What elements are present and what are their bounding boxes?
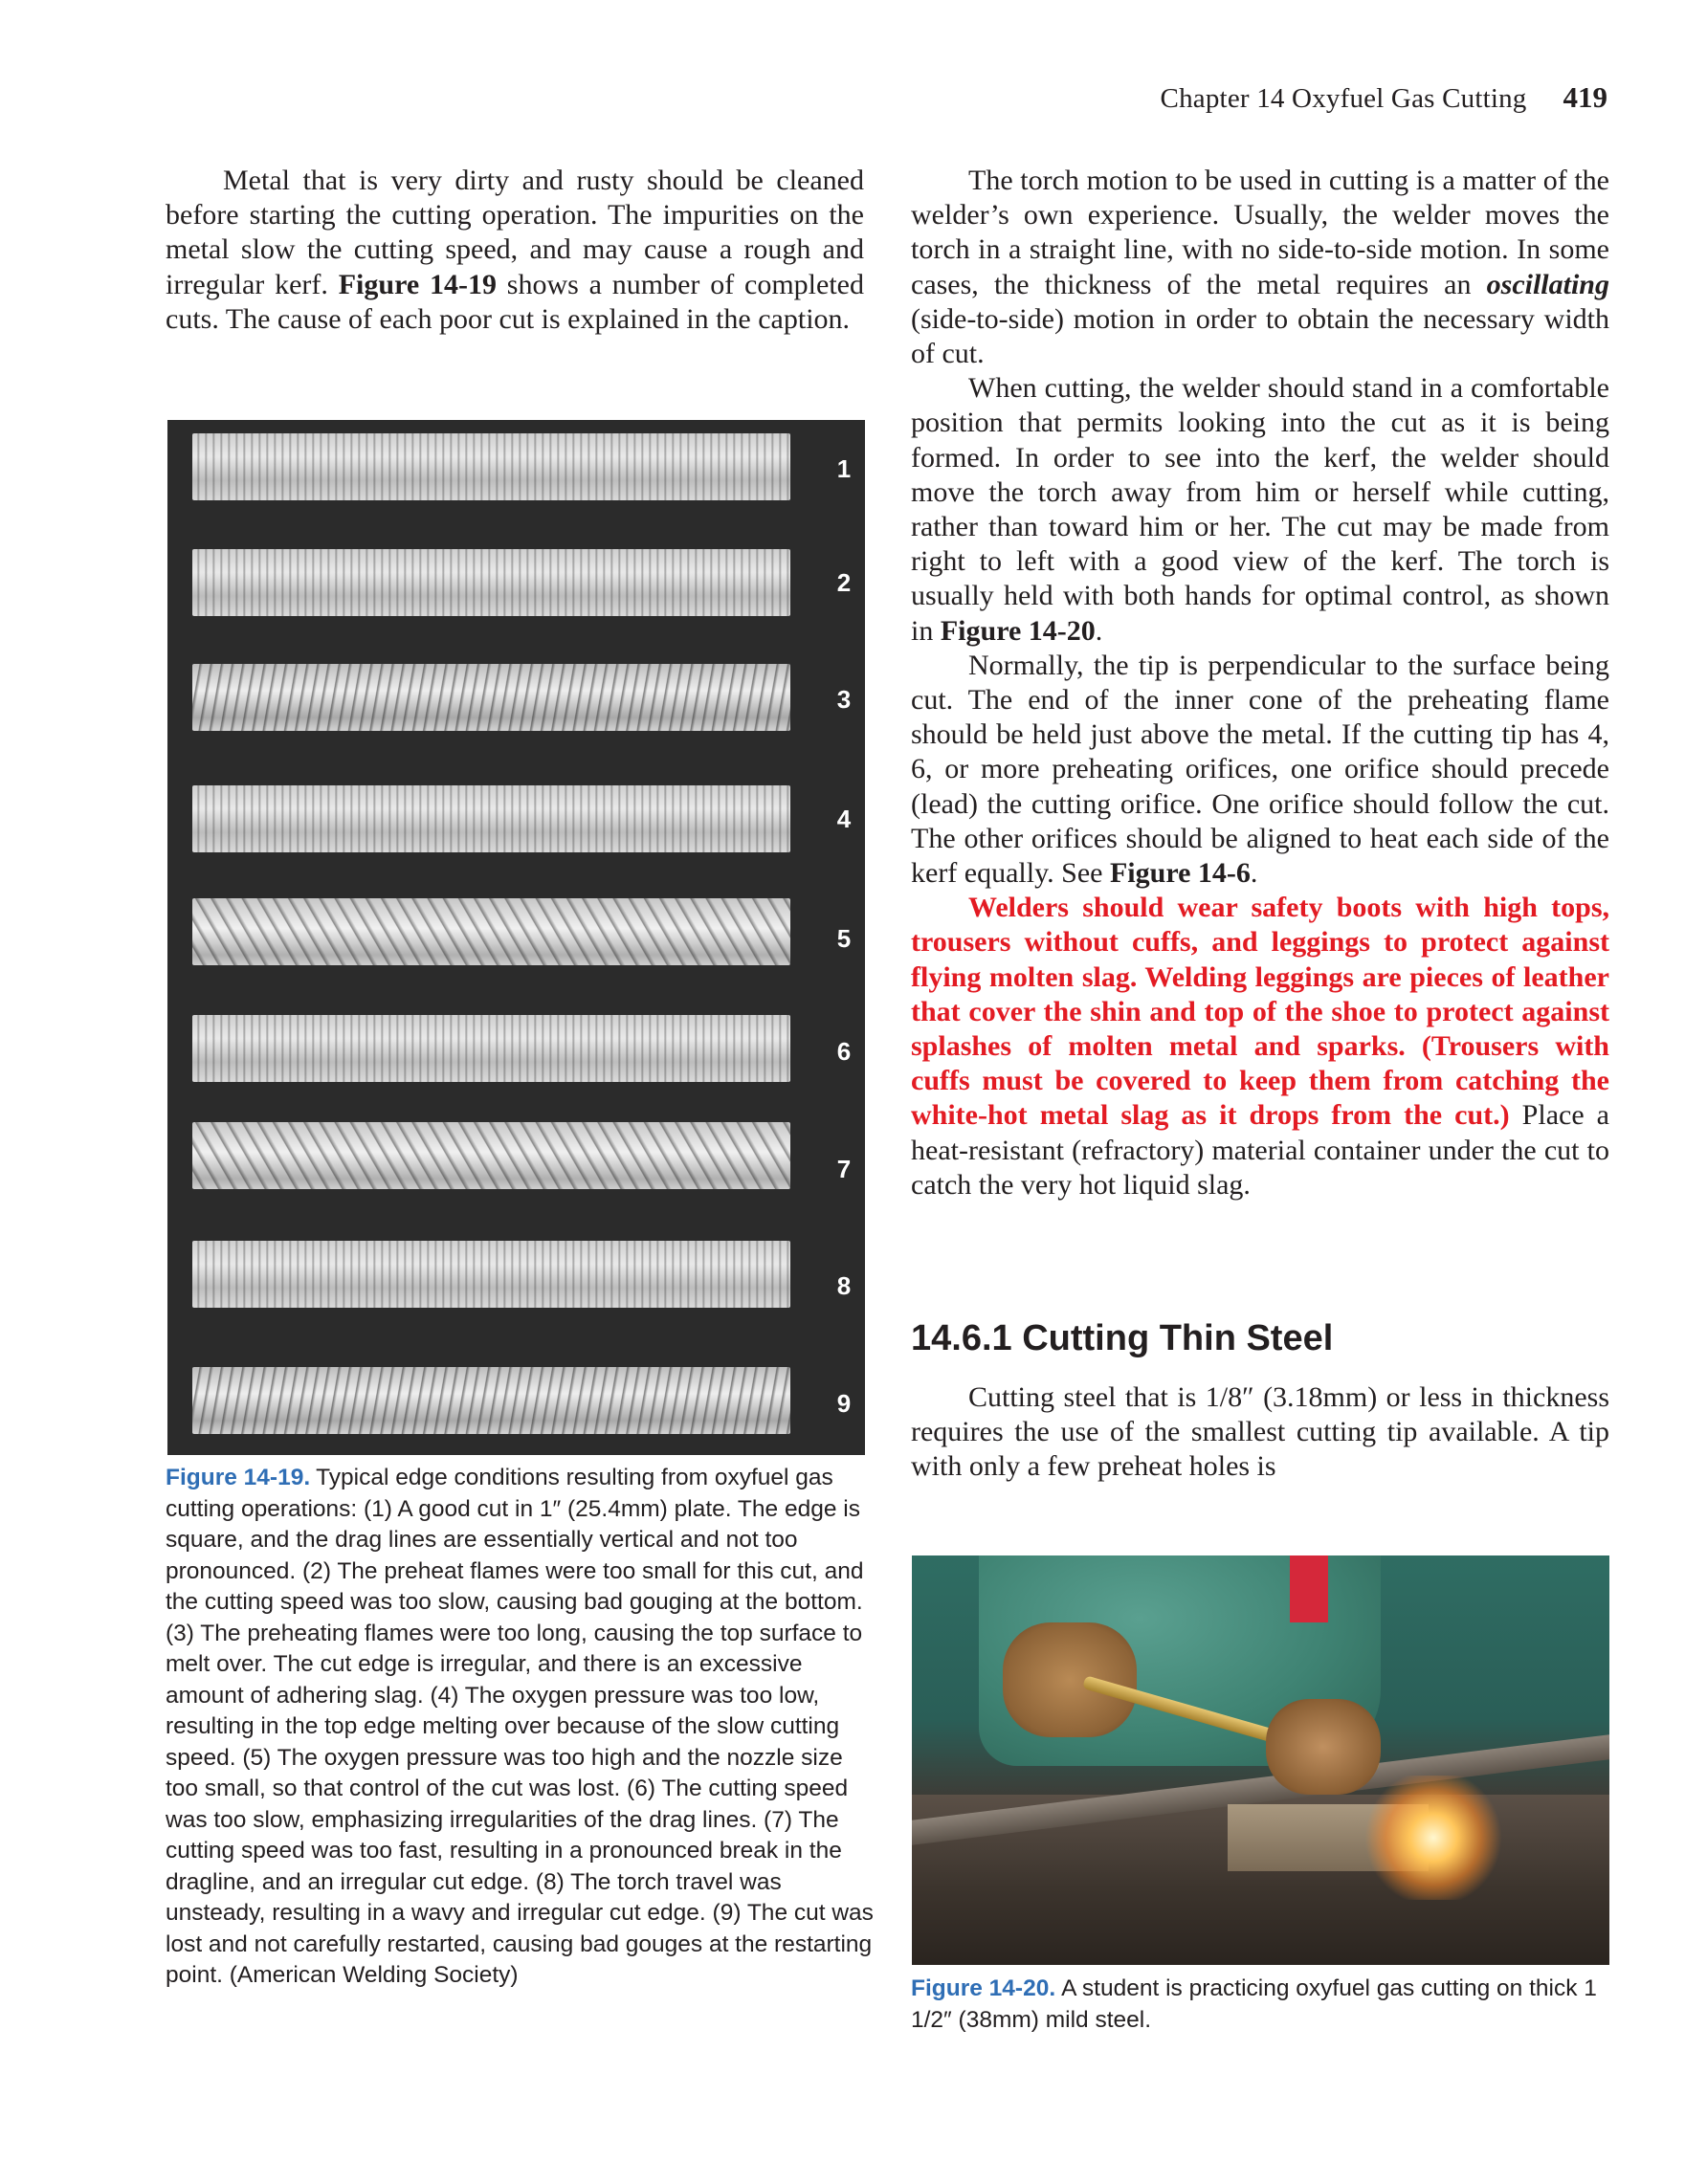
cut-sample-strip [192, 898, 790, 965]
strip-number: 6 [836, 1037, 852, 1066]
figure-14-20-photo [912, 1555, 1609, 1965]
caption-text: A student is practicing oxyfuel gas cutting on thick 1 1/2″ (38mm) mild steel. [911, 1975, 1597, 2033]
figure-reference: Figure 14-19 [338, 268, 497, 300]
strip-number: 7 [836, 1155, 852, 1183]
figure-14-19-photo [167, 420, 865, 1455]
text-run: shows a number of completed cuts. The cause of each poor cut is explained in the caption. [166, 268, 864, 335]
left-column [166, 164, 864, 337]
strip-number: 1 [836, 454, 852, 483]
strip-number: 5 [836, 924, 852, 953]
paragraph-stance [911, 371, 1609, 649]
text-run: Metal that is very dirty and rusty should be cleaned before starting the cutting operation. The impurities on the metal slow the cutting speed, and may cause a rough and irregular kerf. [166, 165, 864, 300]
cut-sample-strip [192, 1241, 790, 1308]
chapter-title: Chapter 14 Oxyfuel Gas Cutting [1160, 83, 1527, 114]
section-heading: 14.6.1 Cutting Thin Steel [911, 1318, 1334, 1358]
emphasis-term: oscillating [1486, 268, 1609, 300]
strip-number: 8 [836, 1271, 852, 1300]
cut-sample-strip [192, 433, 790, 500]
figure-14-19-caption [166, 1463, 874, 1992]
paragraph-torch-motion [911, 164, 1609, 371]
welding-glove-left [1003, 1622, 1137, 1737]
right-column-continued [911, 1380, 1609, 1485]
figure-reference: Figure 14-6 [1109, 857, 1251, 890]
cut-sample-strip [192, 1015, 790, 1082]
text-run: When cutting, the welder should stand in a comfortable position that permits looking into the cut as it is being formed. In order to see into the kerf, the welder should move the torch away from him or herself while cutting, rather than toward him or her. The cut may be made from right to left with a good view of the kerf. The torch is usually held with both hands for optimal control, as shown in [911, 372, 1609, 647]
figure-label: Figure 14-19. [166, 1465, 311, 1490]
strip-number: 3 [836, 685, 852, 714]
paragraph-safety-warning [911, 891, 1609, 1202]
right-column [911, 164, 1609, 1202]
page-number: 419 [1563, 80, 1607, 114]
strip-number: 9 [836, 1389, 852, 1418]
text-run: Place a heat-resistant (refractory) material container under the cut to catch the very hot liquid slag. [911, 1099, 1609, 1201]
red-tag [1290, 1555, 1328, 1622]
cut-sample-strip [192, 549, 790, 616]
cutting-sparks [1362, 1776, 1505, 1900]
cut-sample-strip [192, 1122, 790, 1189]
cut-sample-strip [192, 1367, 790, 1434]
paragraph-thin-steel: Cutting steel that is 1/8″ (3.18mm) or less in thickness requires the use of the smallest cutting tip available. A tip with only a few preheat holes is [911, 1381, 1609, 1483]
strip-number: 2 [836, 568, 852, 597]
text-run: Normally, the tip is perpendicular to the surface being cut. The end of the inner cone of the preheating flame should be held just above the metal. If the cutting tip has 4, 6, or more preheating orifices, one orifice should precede (lead) the cutting orifice. One orifice should follow the cut. The other orifices should be aligned to heat each side of the kerf equally. See [911, 649, 1609, 890]
figure-reference: Figure 14-20 [940, 614, 1096, 647]
running-head [1161, 80, 1607, 119]
paragraph-tip-position [911, 649, 1609, 891]
text-run: . [1250, 857, 1258, 890]
text-run: The torch motion to be used in cutting is a matter of the welder’s own experience. Usually, the welder moves the torch in a straight line, with no side-to-side motion. In some cases, the thickness of the metal requires an [911, 165, 1609, 300]
caption-text: Typical edge conditions resulting from oxyfuel gas cutting operations: (1) A good cut in 1″ (25.4mm) plate. The edge is square, and the drag lines are essentially vertical and not too pronounced. (2) The preheat flames were too small for this cut, and the cutting speed was too slow, causing bad gouging at the bottom. (3) The preheating flames were too long, causing the top surface to melt over. The cut edge is irregular, and there is an excessive amount of adhering slag. (4) The oxygen pressure was too low, resulting in the top edge melting over because of the slow cutting speed. (5) The oxygen pressure was too high and the nozzle size too small, so that control of the cut was lost. (6) The cutting speed was too slow, emphasizing irregularities of the drag lines. (7) The cutting speed was too fast, resulting in a pronounced break in the dragline, and an irregular cut edge. (8) The torch travel was unsteady, resulting in a wavy and irregular cut edge. (9) The cut was lost and not carefully restarted, causing bad gouges at the restarting point. (American Welding Society) [166, 1465, 874, 1988]
cut-sample-strip [192, 785, 790, 852]
cut-sample-strip [192, 664, 790, 731]
paragraph-dirty-metal [166, 164, 864, 337]
text-run: . [1095, 614, 1103, 647]
text-run: (side-to-side) motion in order to obtain the necessary width of cut. [911, 302, 1609, 370]
figure-14-20-caption [911, 1974, 1609, 2036]
strip-number: 4 [836, 805, 852, 833]
safety-warning: Welders should wear safety boots with high tops, trousers without cuffs, and leggings to protect against flying molten slag. Welding leggings are pieces of leather that cover the shin and top of the shoe to protect against splashes of molten metal and sparks. (Trousers with cuffs must be covered to keep them from catching the white-hot metal slag as it drops from the cut.) [911, 892, 1609, 1132]
figure-label: Figure 14-20. [911, 1975, 1056, 2001]
